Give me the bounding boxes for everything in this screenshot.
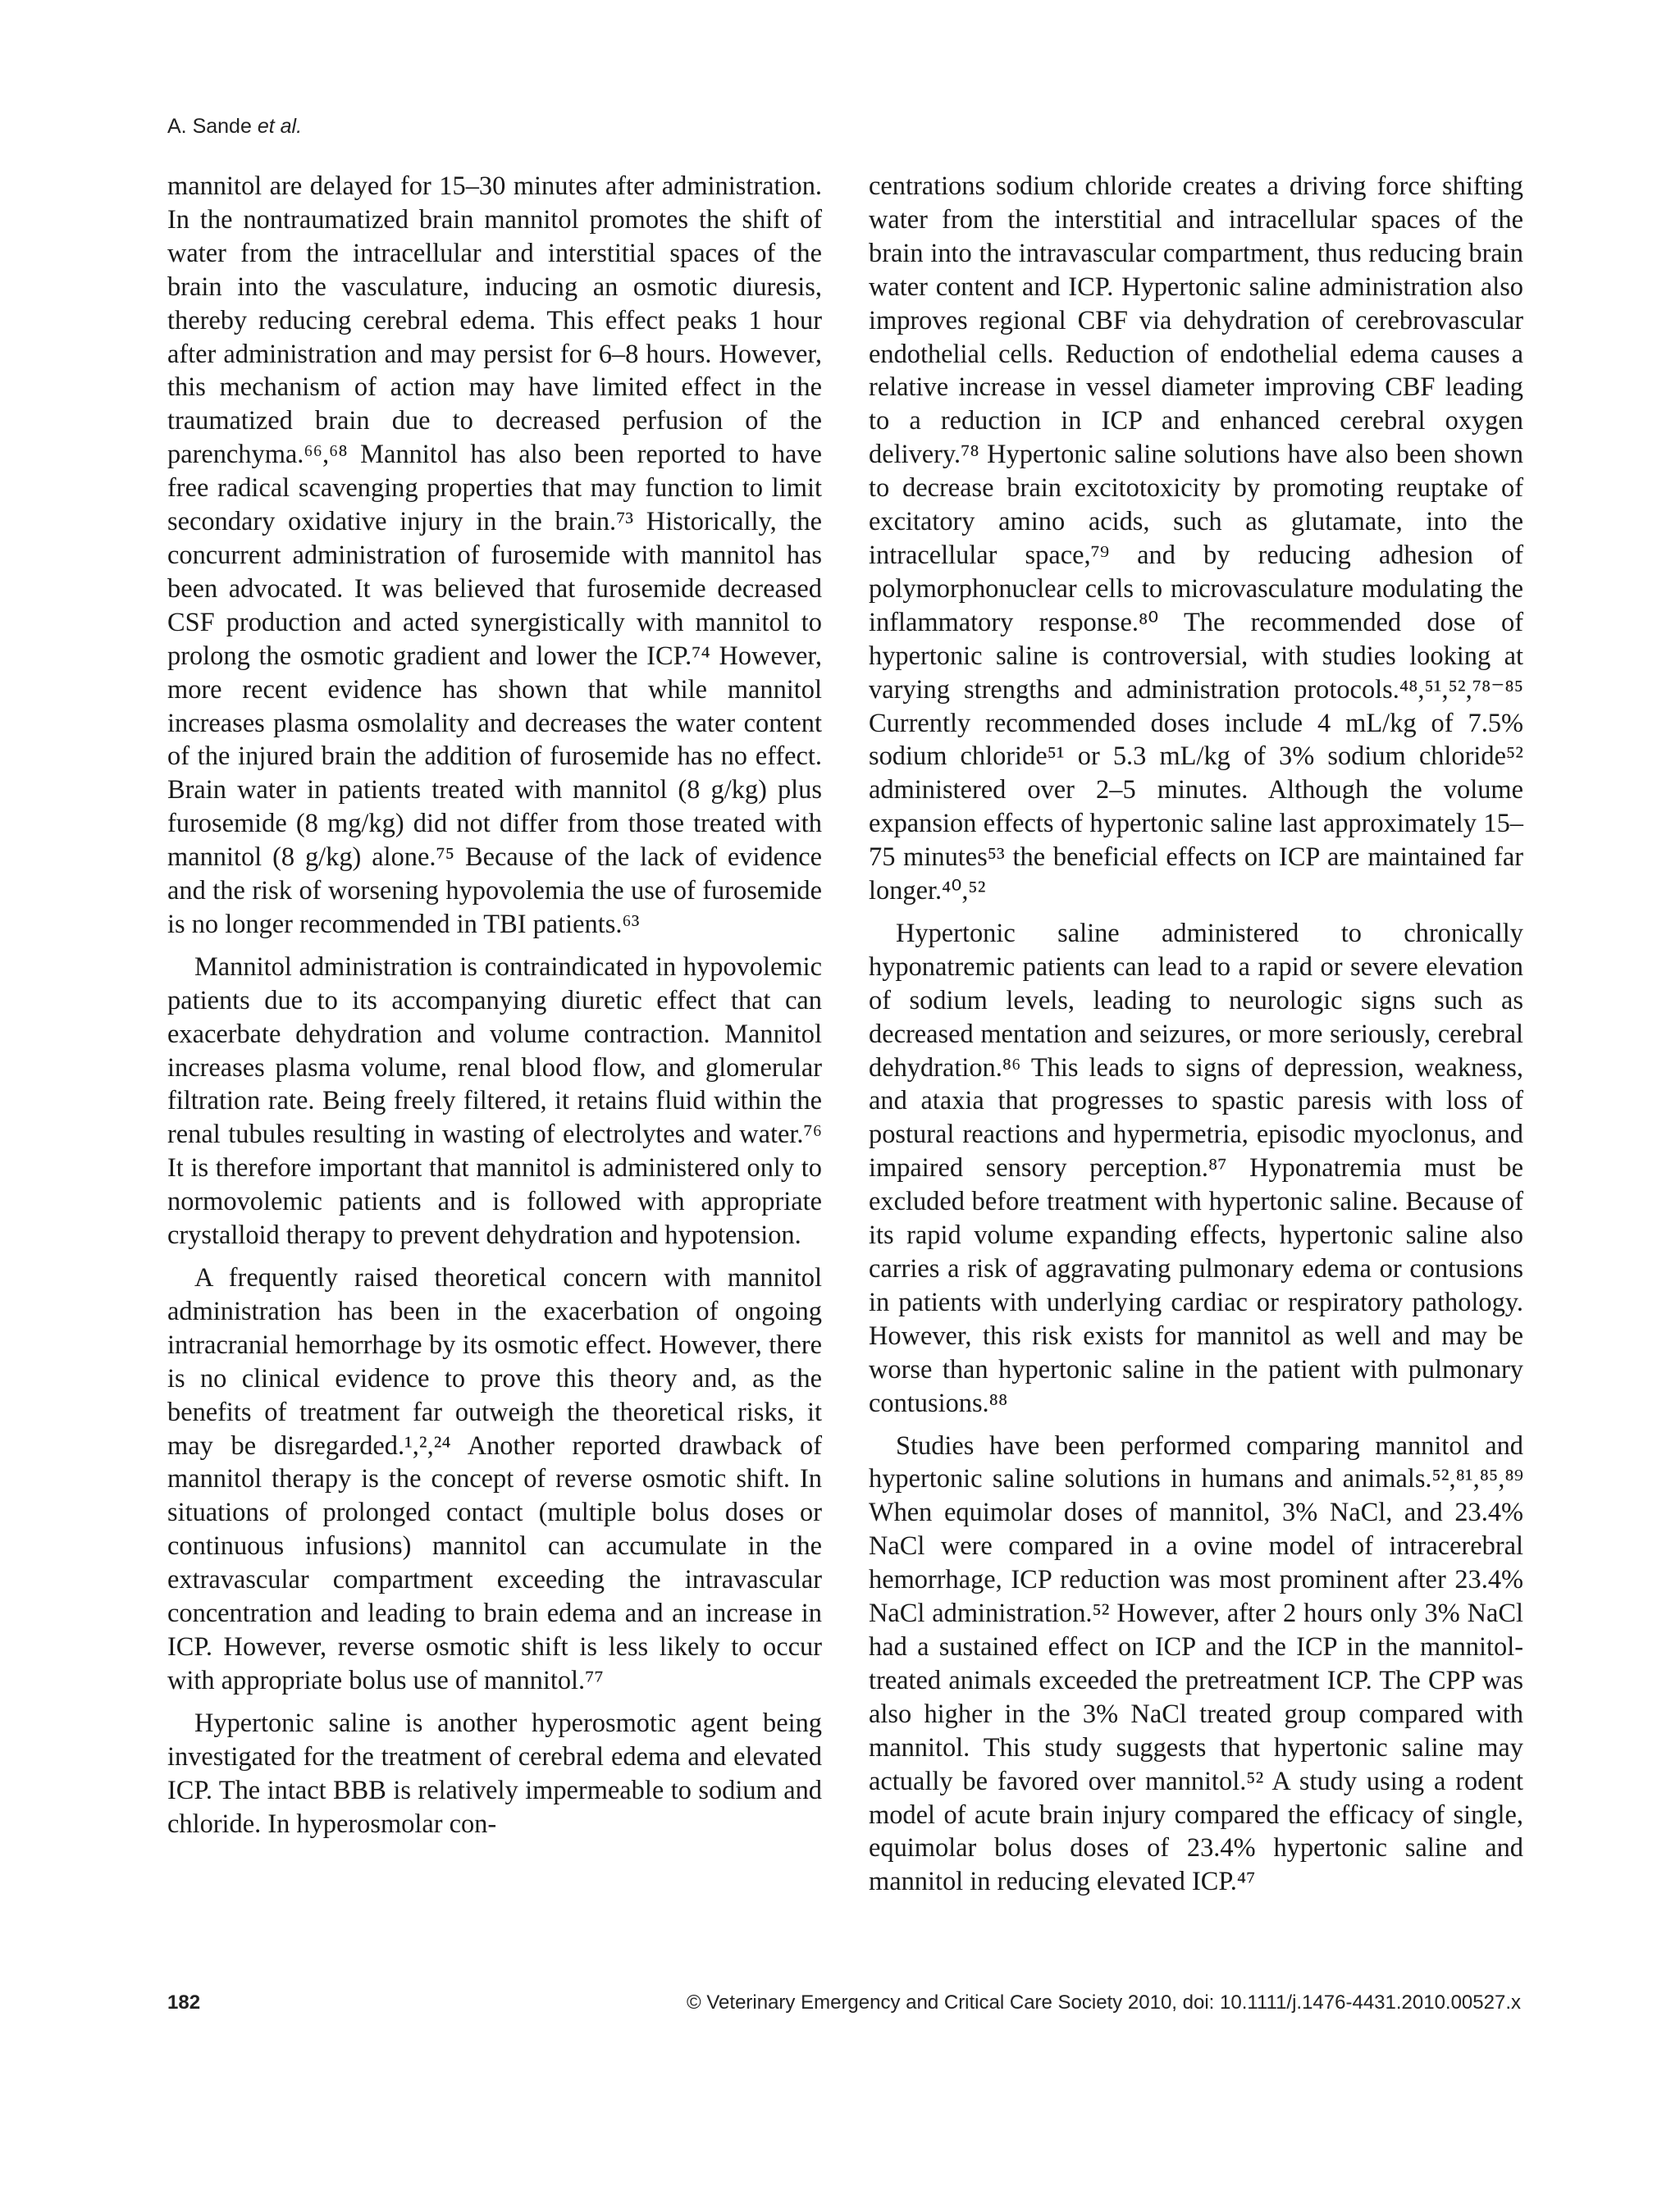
- right-paragraph-1: centrations sodium chloride creates a driving force shifting water from the interstitial and intracellular spaces of the brain into the intravascular compartment, thus reducing brain water content and ICP. Hypertonic saline administration also improves regional CBF via dehydration of cerebrovascular endothelial cells. Reduction of endothelial edema causes a relative increase in vessel diameter improving CBF leading to a reduction in ICP and enhanced cerebral oxygen delivery.⁷⁸ Hypertonic saline solutions have also been shown to decrease brain excitotoxicity by promoting reuptake of excitatory amino acids, such as glutamate, into the intracellular space,⁷⁹ and by reducing adhesion of polymorphonuclear cells to microvasculature modulating the inflammatory response.⁸⁰ The recommended dose of hypertonic saline is controversial, with studies looking at varying strengths and administration protocols.⁴⁸,⁵¹,⁵²,⁷⁸⁻⁸⁵ Currently recommended doses include 4 mL/kg of 7.5% sodium chloride⁵¹ or 5.3 mL/kg of 3% sodium chloride⁵² administered over 2–5 minutes. Although the volume expansion effects of hypertonic saline last approximately 15–75 minutes⁵³ the beneficial effects on ICP are maintained far longer.⁴⁰,⁵²: [869, 171, 1523, 906]
- left-paragraph-2: Mannitol administration is contraindicated in hypovolemic patients due to its accompanying diuretic effect that can exacerbate dehydration and volume contraction. Mannitol increases plasma volume, renal blood flow, and glomerular filtration rate. Being freely filtered, it retains fluid within the renal tubules resulting in wasting of electrolytes and water.⁷⁶ It is therefore important that mannitol is administered only to normovolemic patients and is followed with appropriate crystalloid therapy to prevent dehydration and hypotension.: [167, 951, 822, 1251]
- left-paragraph-1: mannitol are delayed for 15–30 minutes after administration. In the nontraumatized brain mannitol promotes the shift of water from the intracellular and interstitial spaces of the brain into the vasculature, inducing an osmotic diuresis, thereby reducing cerebral edema. This effect peaks 1 hour after administration and may persist for 6–8 hours. However, this mechanism of action may have limited effect in the traumatized brain due to decreased perfusion of the parenchyma.⁶⁶,⁶⁸ Mannitol has also been reported to have free radical scavenging properties that may function to limit secondary oxidative injury in the brain.⁷³ Historically, the concurrent administration of furosemide with mannitol has been advocated. It was believed that furosemide decreased CSF production and acted synergistically with mannitol to prolong the osmotic gradient and lower the ICP.⁷⁴ However, more recent evidence has shown that while mannitol increases plasma osmolality and decreases the water content of the injured brain the addition of furosemide has no effect. Brain water in patients treated with mannitol (8 g/kg) plus furosemide (8 mg/kg) did not differ from those treated with mannitol (8 g/kg) alone.⁷⁵ Because of the lack of evidence and the risk of worsening hypovolemia the use of furosemide is no longer recommended in TBI patients.⁶³: [167, 171, 822, 939]
- running-head-etal: et al.: [257, 115, 303, 138]
- page-number: 182: [167, 1991, 201, 2014]
- left-column: [167, 170, 822, 1841]
- left-paragraph-4: Hypertonic saline is another hyperosmotic agent being investigated for the treatment of cerebral edema and elevated ICP. The intact BBB is relatively impermeable to sodium and chloride. In hyperosmolar con-: [167, 1708, 822, 1839]
- running-head-author: A. Sande: [167, 115, 252, 138]
- right-column: [869, 170, 1523, 1899]
- right-paragraph-3: Studies have been performed comparing mannitol and hypertonic saline solutions in humans and animals.⁵²,⁸¹,⁸⁵,⁸⁹ When equimolar doses of mannitol, 3% NaCl, and 23.4% NaCl were compared in a ovine model of intracerebral hemorrhage, ICP reduction was most prominent after 23.4% NaCl administration.⁵² However, after 2 hours only 3% NaCl had a sustained effect on ICP and the ICP in the mannitol-treated animals exceeded the pretreatment ICP. The CPP was also higher in the 3% NaCl treated group compared with mannitol. This study suggests that hypertonic saline may actually be favored over mannitol.⁵² A study using a rodent model of acute brain injury compared the efficacy of single, equimolar bolus doses of 23.4% hypertonic saline and mannitol in reducing elevated ICP.⁴⁷: [869, 1430, 1523, 1897]
- right-paragraph-2: Hypertonic saline administered to chronically hyponatremic patients can lead to a rapid or severe elevation of sodium levels, leading to neurologic signs such as decreased mentation and seizures, or more seriously, cerebral dehydration.⁸⁶ This leads to signs of depression, weakness, and ataxia that progresses to spastic paresis with loss of postural reactions and hypermetria, episodic myoclonus, and impaired sensory perception.⁸⁷ Hyponatremia must be excluded before treatment with hypertonic saline. Because of its rapid volume expanding effects, hypertonic saline also carries a risk of aggravating pulmonary edema or contusions in patients with underlying cardiac or respiratory pathology. However, this risk exists for mannitol as well and may be worse than hypertonic saline in the patient with pulmonary contusions.⁸⁸: [869, 918, 1523, 1418]
- left-paragraph-3: A frequently raised theoretical concern with mannitol administration has been in the exacerbation of ongoing intracranial hemorrhage by its osmotic effect. However, there is no clinical evidence to prove this theory and, as the benefits of treatment far outweigh the theoretical risks, it may be disregarded.¹,²,²⁴ Another reported drawback of mannitol therapy is the concept of reverse osmotic shift. In situations of prolonged contact (multiple bolus doses or continuous infusions) mannitol can accumulate in the extravascular compartment exceeding the intravascular concentration and leading to brain edema and an increase in ICP. However, reverse osmotic shift is less likely to occur with appropriate bolus use of mannitol.⁷⁷: [167, 1263, 822, 1695]
- copyright-notice: © Veterinary Emergency and Critical Care Society 2010, doi: 10.1111/j.1476-4431.2010.00527.x: [687, 1991, 1521, 2014]
- running-head: [167, 115, 302, 139]
